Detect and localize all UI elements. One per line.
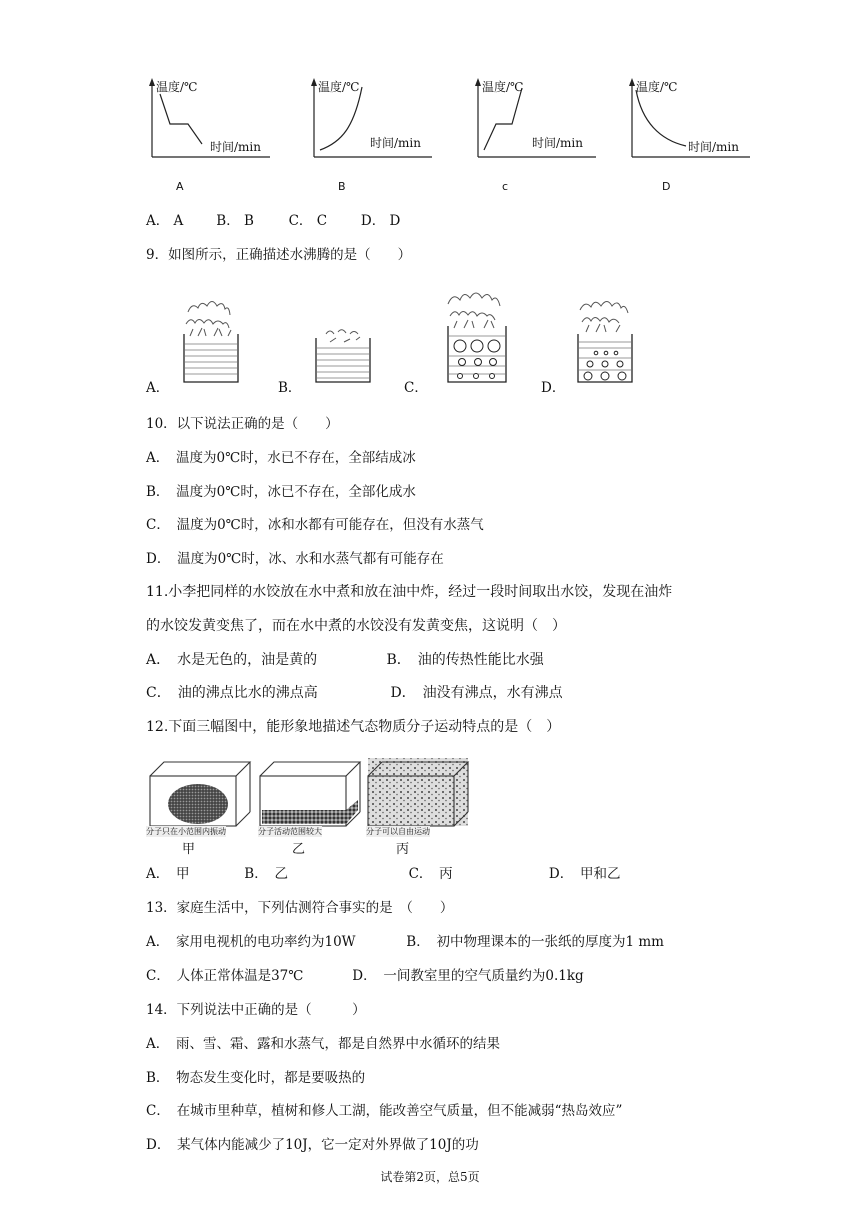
q10-option-a[interactable]: A． 温度为0℃时，水已不存在，全部结成冰 bbox=[146, 450, 416, 466]
q12-option-a[interactable]: A． 甲 bbox=[146, 866, 190, 882]
q13-option-a[interactable]: A． 家用电视机的电功率约为10W bbox=[146, 934, 356, 950]
q13-option-d[interactable]: D． 一间教室里的空气质量约为0.1kg bbox=[352, 968, 584, 984]
molecule-name-yi: 乙 bbox=[292, 842, 306, 857]
graph-c-xlabel: 时间/min bbox=[532, 136, 583, 150]
q13-options-row2 bbox=[146, 964, 584, 984]
graph-letter-b: B bbox=[338, 180, 346, 193]
q9-option-d[interactable]: D． bbox=[541, 380, 566, 396]
graph-b-ylabel: 温度/℃ bbox=[318, 80, 360, 94]
q13-option-b[interactable]: B． 初中物理课本的一张纸的厚度为1 mm bbox=[406, 934, 664, 950]
q8-option-a[interactable]: A． A bbox=[146, 213, 184, 229]
q13-option-c[interactable]: C． 人体正常体温是37℃ bbox=[146, 968, 304, 984]
q11-option-c[interactable]: C． 油的沸点比水的沸点高 bbox=[146, 685, 318, 701]
graph-c bbox=[466, 72, 606, 167]
graph-letter-c: c bbox=[502, 180, 509, 193]
q11-stem-line2: 的水饺发黄变焦了，而在水中煮的水饺没有发黄变焦，这说明（ ） bbox=[146, 618, 566, 634]
q8-option-c[interactable]: C． C bbox=[288, 213, 328, 229]
molecule-name-bing: 丙 bbox=[396, 842, 410, 857]
q9-option-a[interactable]: A． bbox=[146, 380, 170, 396]
q14-option-c[interactable]: C． 在城市里种草，植树和修人工湖，能改善空气质量，但不能减弱“热岛效应” bbox=[146, 1103, 623, 1119]
q11-option-d[interactable]: D． 油没有沸点，水有沸点 bbox=[390, 685, 563, 701]
q12-options bbox=[146, 862, 620, 882]
graph-d bbox=[620, 72, 760, 167]
q12-stem: 12.下面三幅图中，能形象地描述气态物质分子运动特点的是（ ） bbox=[146, 719, 561, 735]
graph-a-xlabel: 时间/min bbox=[210, 140, 261, 154]
molecule-box-bing bbox=[364, 748, 470, 857]
q8-option-d[interactable]: D． D bbox=[360, 213, 401, 229]
q10-option-c[interactable]: C． 温度为0℃时，冰和水都有可能存在，但没有水蒸气 bbox=[146, 517, 484, 533]
q14-stem: 14．下列说法中正确的是（ ） bbox=[146, 1002, 366, 1018]
q14-option-a[interactable]: A． 雨、雪、霜、露和水蒸气，都是自然界中水循环的结果 bbox=[146, 1036, 500, 1052]
q9-stem: 9．如图所示，正确描述水沸腾的是（ ） bbox=[146, 247, 412, 263]
q9-option-c[interactable]: C． bbox=[404, 380, 428, 396]
q10-stem: 10．以下说法正确的是（ ） bbox=[146, 416, 339, 432]
beaker-a bbox=[176, 292, 246, 384]
molecule-caption-yi: 分子活动范围较大 bbox=[258, 827, 322, 836]
molecule-caption-jia: 分子只在小范围内振动 bbox=[146, 827, 226, 836]
graph-b-xlabel: 时间/min bbox=[370, 136, 421, 150]
graph-letter-a: A bbox=[176, 180, 184, 193]
graph-d-xlabel: 时间/min bbox=[688, 140, 739, 154]
q10-option-d[interactable]: D． 温度为0℃时，冰、水和水蒸气都有可能存在 bbox=[146, 551, 444, 567]
graph-a-ylabel: 温度/℃ bbox=[156, 80, 198, 94]
q12-option-c[interactable]: C． 丙 bbox=[408, 866, 453, 882]
q8-option-b[interactable]: B． B bbox=[216, 213, 254, 229]
page-footer: 试卷第2页，总5页 bbox=[380, 1170, 480, 1184]
beaker-b bbox=[308, 320, 378, 384]
q8-options bbox=[146, 209, 400, 229]
q11-option-a[interactable]: A． 水是无色的，油是黄的 bbox=[146, 652, 318, 668]
molecule-caption-bing: 分子可以自由运动 bbox=[366, 827, 430, 836]
graph-c-ylabel: 温度/℃ bbox=[482, 80, 524, 94]
molecule-box-jia bbox=[146, 752, 252, 857]
q14-option-b[interactable]: B． 物态发生变化时，都是要吸热的 bbox=[146, 1070, 366, 1086]
graph-letter-d: D bbox=[662, 180, 671, 193]
q13-options-row1 bbox=[146, 930, 664, 950]
beaker-c bbox=[440, 286, 514, 384]
q12-option-b[interactable]: B． 乙 bbox=[244, 866, 288, 882]
q11-options-row1 bbox=[146, 649, 544, 669]
q11-stem-line1: 11.小李把同样的水饺放在水中煮和放在油中炸，经过一段时间取出水饺，发现在油炸 bbox=[146, 584, 673, 600]
q10-option-b[interactable]: B． 温度为0℃时，冰已不存在，全部化成水 bbox=[146, 484, 416, 500]
beaker-d bbox=[570, 292, 640, 384]
graph-b bbox=[302, 72, 442, 167]
q9-option-b[interactable]: B． bbox=[278, 380, 302, 396]
q11-option-b[interactable]: B． 油的传热性能比水强 bbox=[386, 652, 544, 668]
graph-a bbox=[140, 72, 280, 167]
q11-options-row2 bbox=[146, 682, 563, 702]
molecule-name-jia: 甲 bbox=[182, 842, 196, 857]
q12-option-d[interactable]: D． 甲和乙 bbox=[548, 866, 621, 882]
graph-d-ylabel: 温度/℃ bbox=[636, 80, 678, 94]
q14-option-d[interactable]: D． 某气体内能减少了10J，它一定对外界做了10J的功 bbox=[146, 1137, 479, 1153]
molecule-box-yi bbox=[256, 752, 362, 857]
q13-stem: 13．家庭生活中，下列估测符合事实的是 （ ） bbox=[146, 900, 454, 916]
